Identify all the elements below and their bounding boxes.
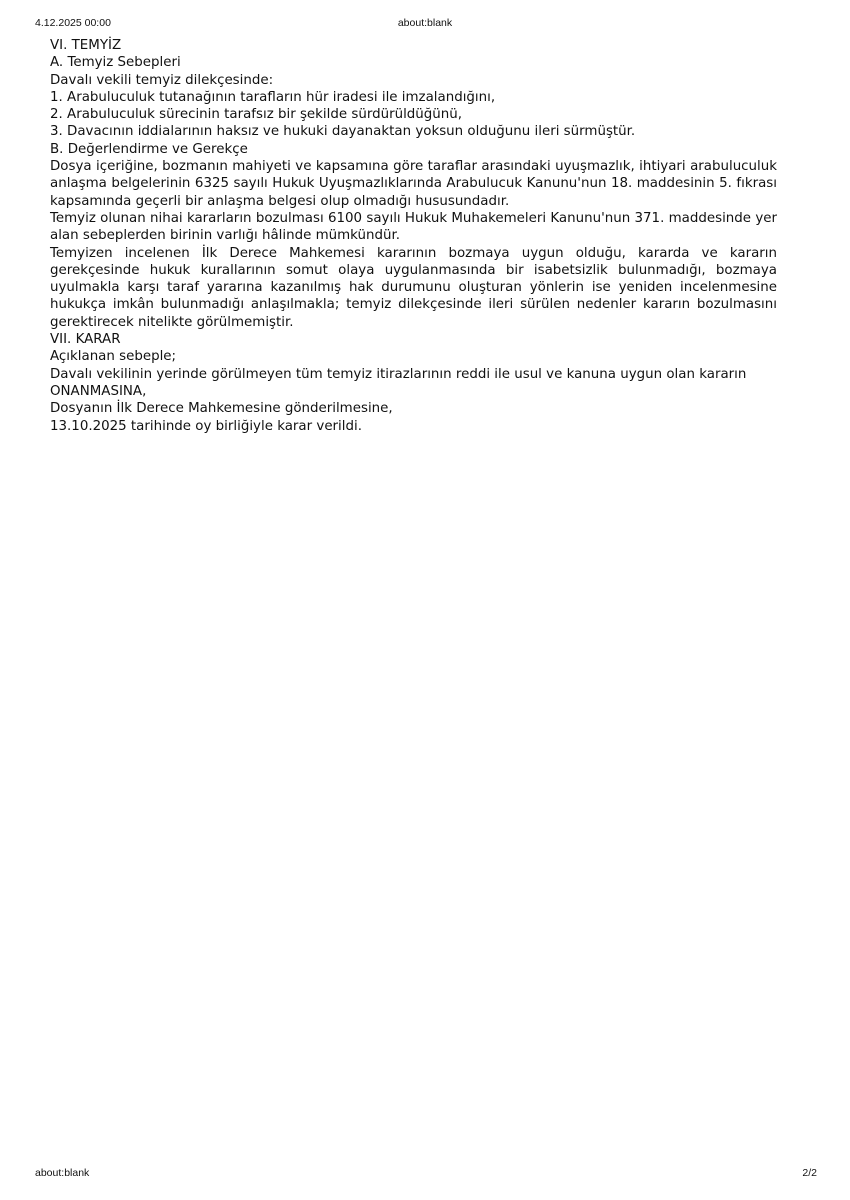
subsection-a-heading: A. Temyiz Sebepleri [50, 55, 181, 71]
decision-line: 13.10.2025 tarihinde oy birliğiyle karar verildi. [50, 418, 362, 434]
paragraph: Dosya içeriğine, bozmanın mahiyeti ve kapsamına göre taraflar arasındaki uyuşmazlık, ihtiyari arabuluculuk anlaşma belgelerinin 6325 sayılı Hukuk Uyuşmazlıklarında Arabulucuk Kanunu'nun 18. maddesinin 5. fıkrası kapsamında geçerli bir anlaşma belgesi olup olmadığı hususundadır. [50, 159, 777, 209]
reason-item: 2. Arabuluculuk sürecinin tarafsız bir şekilde sürdürüldüğünü, [50, 107, 462, 123]
reason-item: 1. Arabuluculuk tutanağının tarafların hür iradesi ile imzalandığını, [50, 89, 496, 105]
print-title: about:blank [397, 17, 453, 29]
reason-item: 3. Davacının iddialarının haksız ve hukuki dayanaktan yoksun olduğunu ileri sürmüştür. [50, 124, 636, 140]
print-header [0, 17, 850, 31]
intro-line: Davalı vekili temyiz dilekçesinde: [50, 72, 274, 88]
decision-intro: Açıklanan sebeple; [50, 349, 177, 365]
subsection-b-heading: B. Değerlendirme ve Gerekçe [50, 141, 248, 157]
paragraph: Temyiz olunan nihai kararların bozulması 6100 sayılı Hukuk Muhakemeleri Kanunu'nun 371. maddesinde yer alan sebeplerden birinin varlığı hâlinde mümkündür. [50, 210, 777, 244]
decision-line: ONANMASINA, [50, 383, 147, 399]
section-vii-heading: VII. KARAR [50, 332, 121, 348]
section-vi-heading: VI. TEMYİZ [50, 38, 122, 53]
print-url: about:blank [35, 1167, 90, 1179]
print-footer [0, 1167, 850, 1181]
paragraph: Temyizen incelenen İlk Derece Mahkemesi kararının bozmaya uygun olduğu, kararda ve kararın gerekçesinde hukuk kurallarının somut olaya uygulanmasında bir isabetsizlik bulunmadığı, bozmaya uyulmakla karşı taraf yararına kazanılmış hak durumunu oluşturan yönlerin ise yeniden incelenmesine hukukça imkân bulunmadığı anlaşılmakla; temyiz dilekçesinde ileri sürülen nedenler kararın bozulmasını gerektirecek nitelikte görülmemiştir. [50, 245, 777, 330]
decision-line: Dosyanın İlk Derece Mahkemesine gönderilmesine, [50, 401, 393, 417]
document-body [50, 37, 777, 435]
page-indicator: 2/2 [802, 1167, 817, 1179]
print-datetime: 4.12.2025 00:00 [35, 17, 111, 29]
decision-line: Davalı vekilinin yerinde görülmeyen tüm temyiz itirazlarının reddi ile usul ve kanuna uygun olan kararın [50, 366, 747, 382]
